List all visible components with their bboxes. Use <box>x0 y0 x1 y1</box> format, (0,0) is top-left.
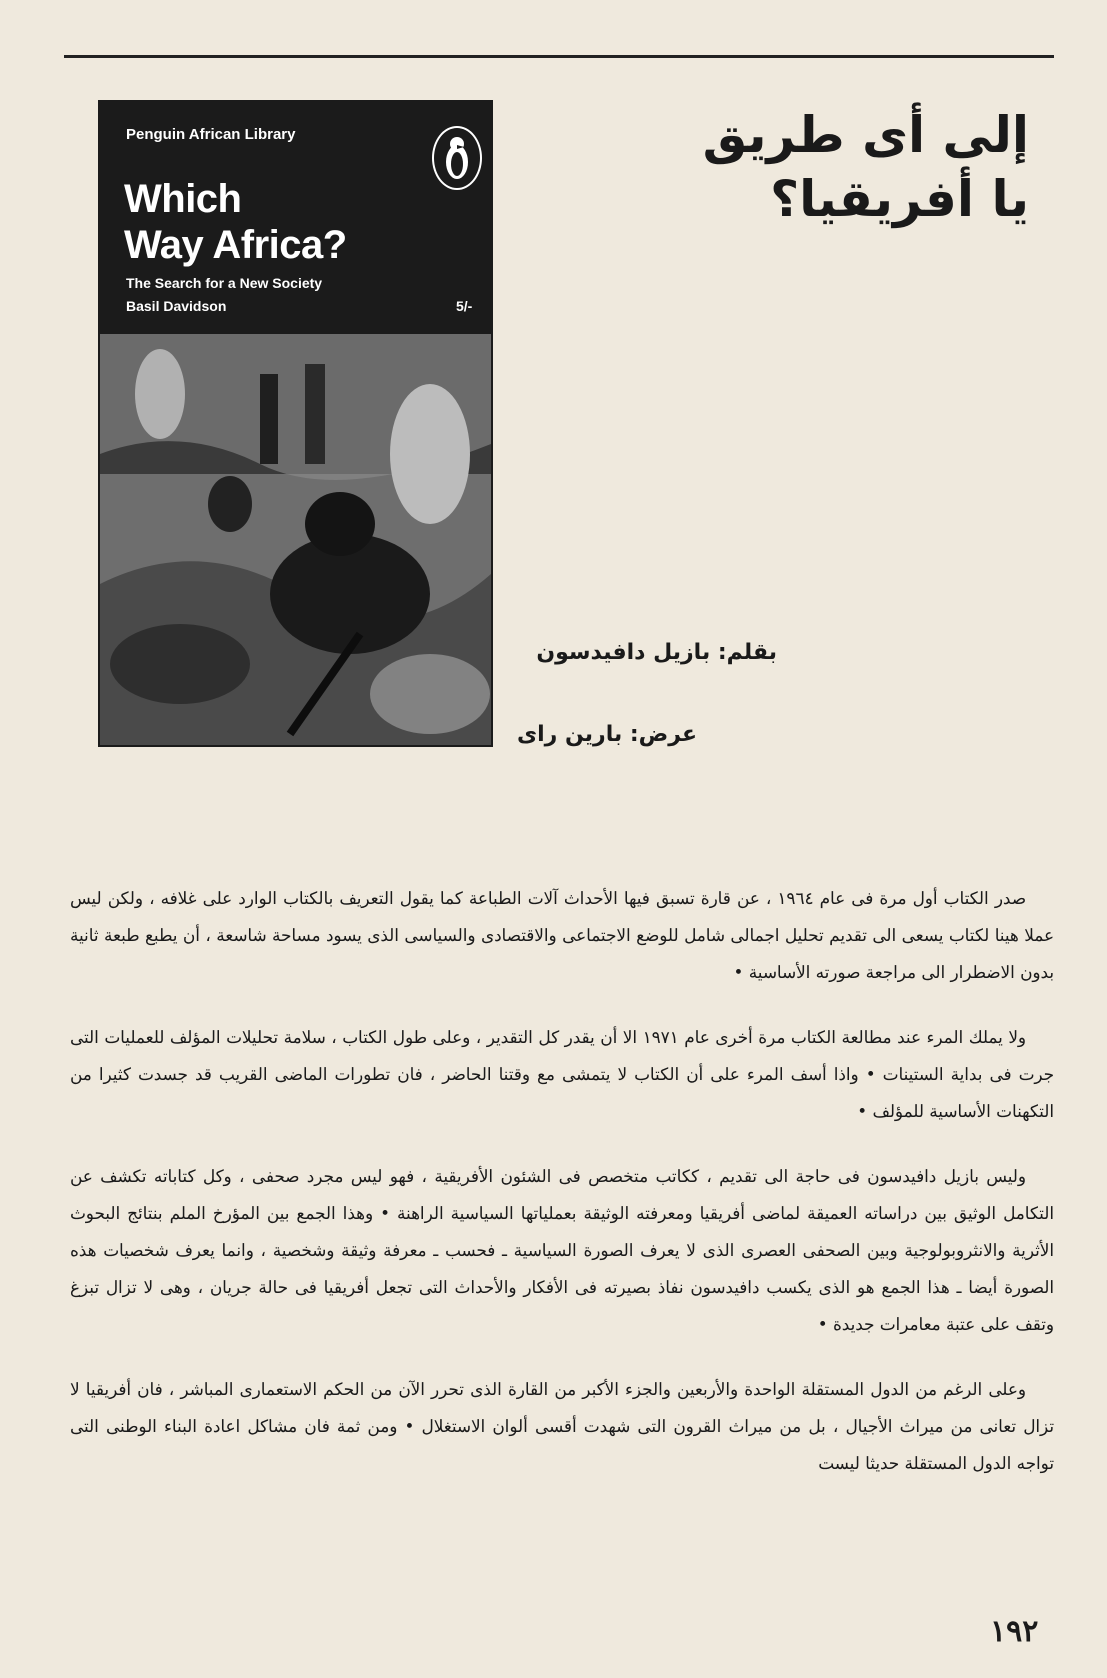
cover-series-label: Penguin African Library <box>126 126 296 143</box>
author-byline: بقلم: بازيل دافيدسون <box>536 640 777 665</box>
article-title-line2: يا أفريقيا؟ <box>770 170 1029 228</box>
cover-price: 5/- <box>456 298 473 314</box>
cover-author: Basil Davidson <box>126 298 227 314</box>
top-rule <box>64 55 1054 58</box>
book-cover-image <box>98 100 493 747</box>
body-paragraph: ولا يملك المرء عند مطالعة الكتاب مرة أخرى عام ١٩٧١ الا أن يقدر كل التقدير ، وعلى طول الكتاب ، سلامة تحليلات المؤلف للعمليات التى جرت فى بداية الستينات • واذا أسف المرء على أن الكتاب لا يتمشى مع وقتنا الحاضر ، فان تطورات الماضى القريب قد جسدت كثيرا من التكهنات الأساسية للمؤلف • <box>70 1027 1054 1121</box>
article-body <box>70 880 1054 1510</box>
cover-subtitle: The Search for a New Society <box>126 275 323 291</box>
page-number: ١٩٢ <box>990 1614 1039 1649</box>
reviewer-byline: عرض: بارين راى <box>516 722 697 747</box>
cover-title-line2: Way Africa? <box>124 223 347 267</box>
article-title-line1: إلى أى طريق <box>702 106 1029 164</box>
penguin-logo-icon <box>432 126 482 190</box>
body-paragraph: وعلى الرغم من الدول المستقلة الواحدة والأربعين والجزء الأكبر من القارة الذى تحرر الآن من الحكم الاستعمارى المباشر ، فان أفريقيا لا تزال تعانى من ميراث الأجيال ، بل من ميراث القرون التى شهدت أقسى ألوان الاستغلال • ومن ثمة فان مشاكل اعادة البناء الوطنى التى تواجه الدول المستقلة حديثا ليست <box>70 1379 1054 1473</box>
body-paragraph: صدر الكتاب أول مرة فى عام ١٩٦٤ ، عن قارة تسبق فيها الأحداث آلات الطباعة كما يقول التعريف بالكتاب الوارد على غلافه ، ولكن ليس عملا هينا لكتاب يسعى الى تقديم تحليل اجمالى شامل للوضع الاجتماعى والاقتصادى والسياسى الذى يسود مساحة شاسعة ، أن يطبع طبعة ثانية بدون الاضطرار الى مراجعة صورته الأساسية • <box>70 888 1054 982</box>
cover-title <box>124 176 347 268</box>
cover-title-line1: Which <box>124 177 242 221</box>
article-title <box>609 103 1029 231</box>
body-paragraph: وليس بازيل دافيدسون فى حاجة الى تقديم ، ككاتب متخصص فى الشئون الأفريقية ، فهو ليس مجرد صحفى ، وكل كتاباته تكشف عن التكامل الوثيق بين دراساته العميقة لماضى أفريقيا ومعرفته الوثيقة بعملياتها السياسية الراهنة • وهذا الجمع بين المؤرخ الملم بنتائج البحوث الأثرية والانثروبولوجية وبين الصحفى العصرى الذى لا يعرف الصورة السياسية ـ فحسب ـ معرفة وثيقة وشخصية ، وانما يعرف شخصيات هذه الصورة أيضا ـ هذا الجمع هو الذى يكسب دافيدسون نفاذ بصيرته فى الأفكار والأحداث التى تجعل أفريقيا فى حالة جريان ، وهى لا تزال تبزغ وتقف على عتبة معامرات جديدة • <box>70 1166 1054 1334</box>
cover-photograph <box>100 334 491 745</box>
